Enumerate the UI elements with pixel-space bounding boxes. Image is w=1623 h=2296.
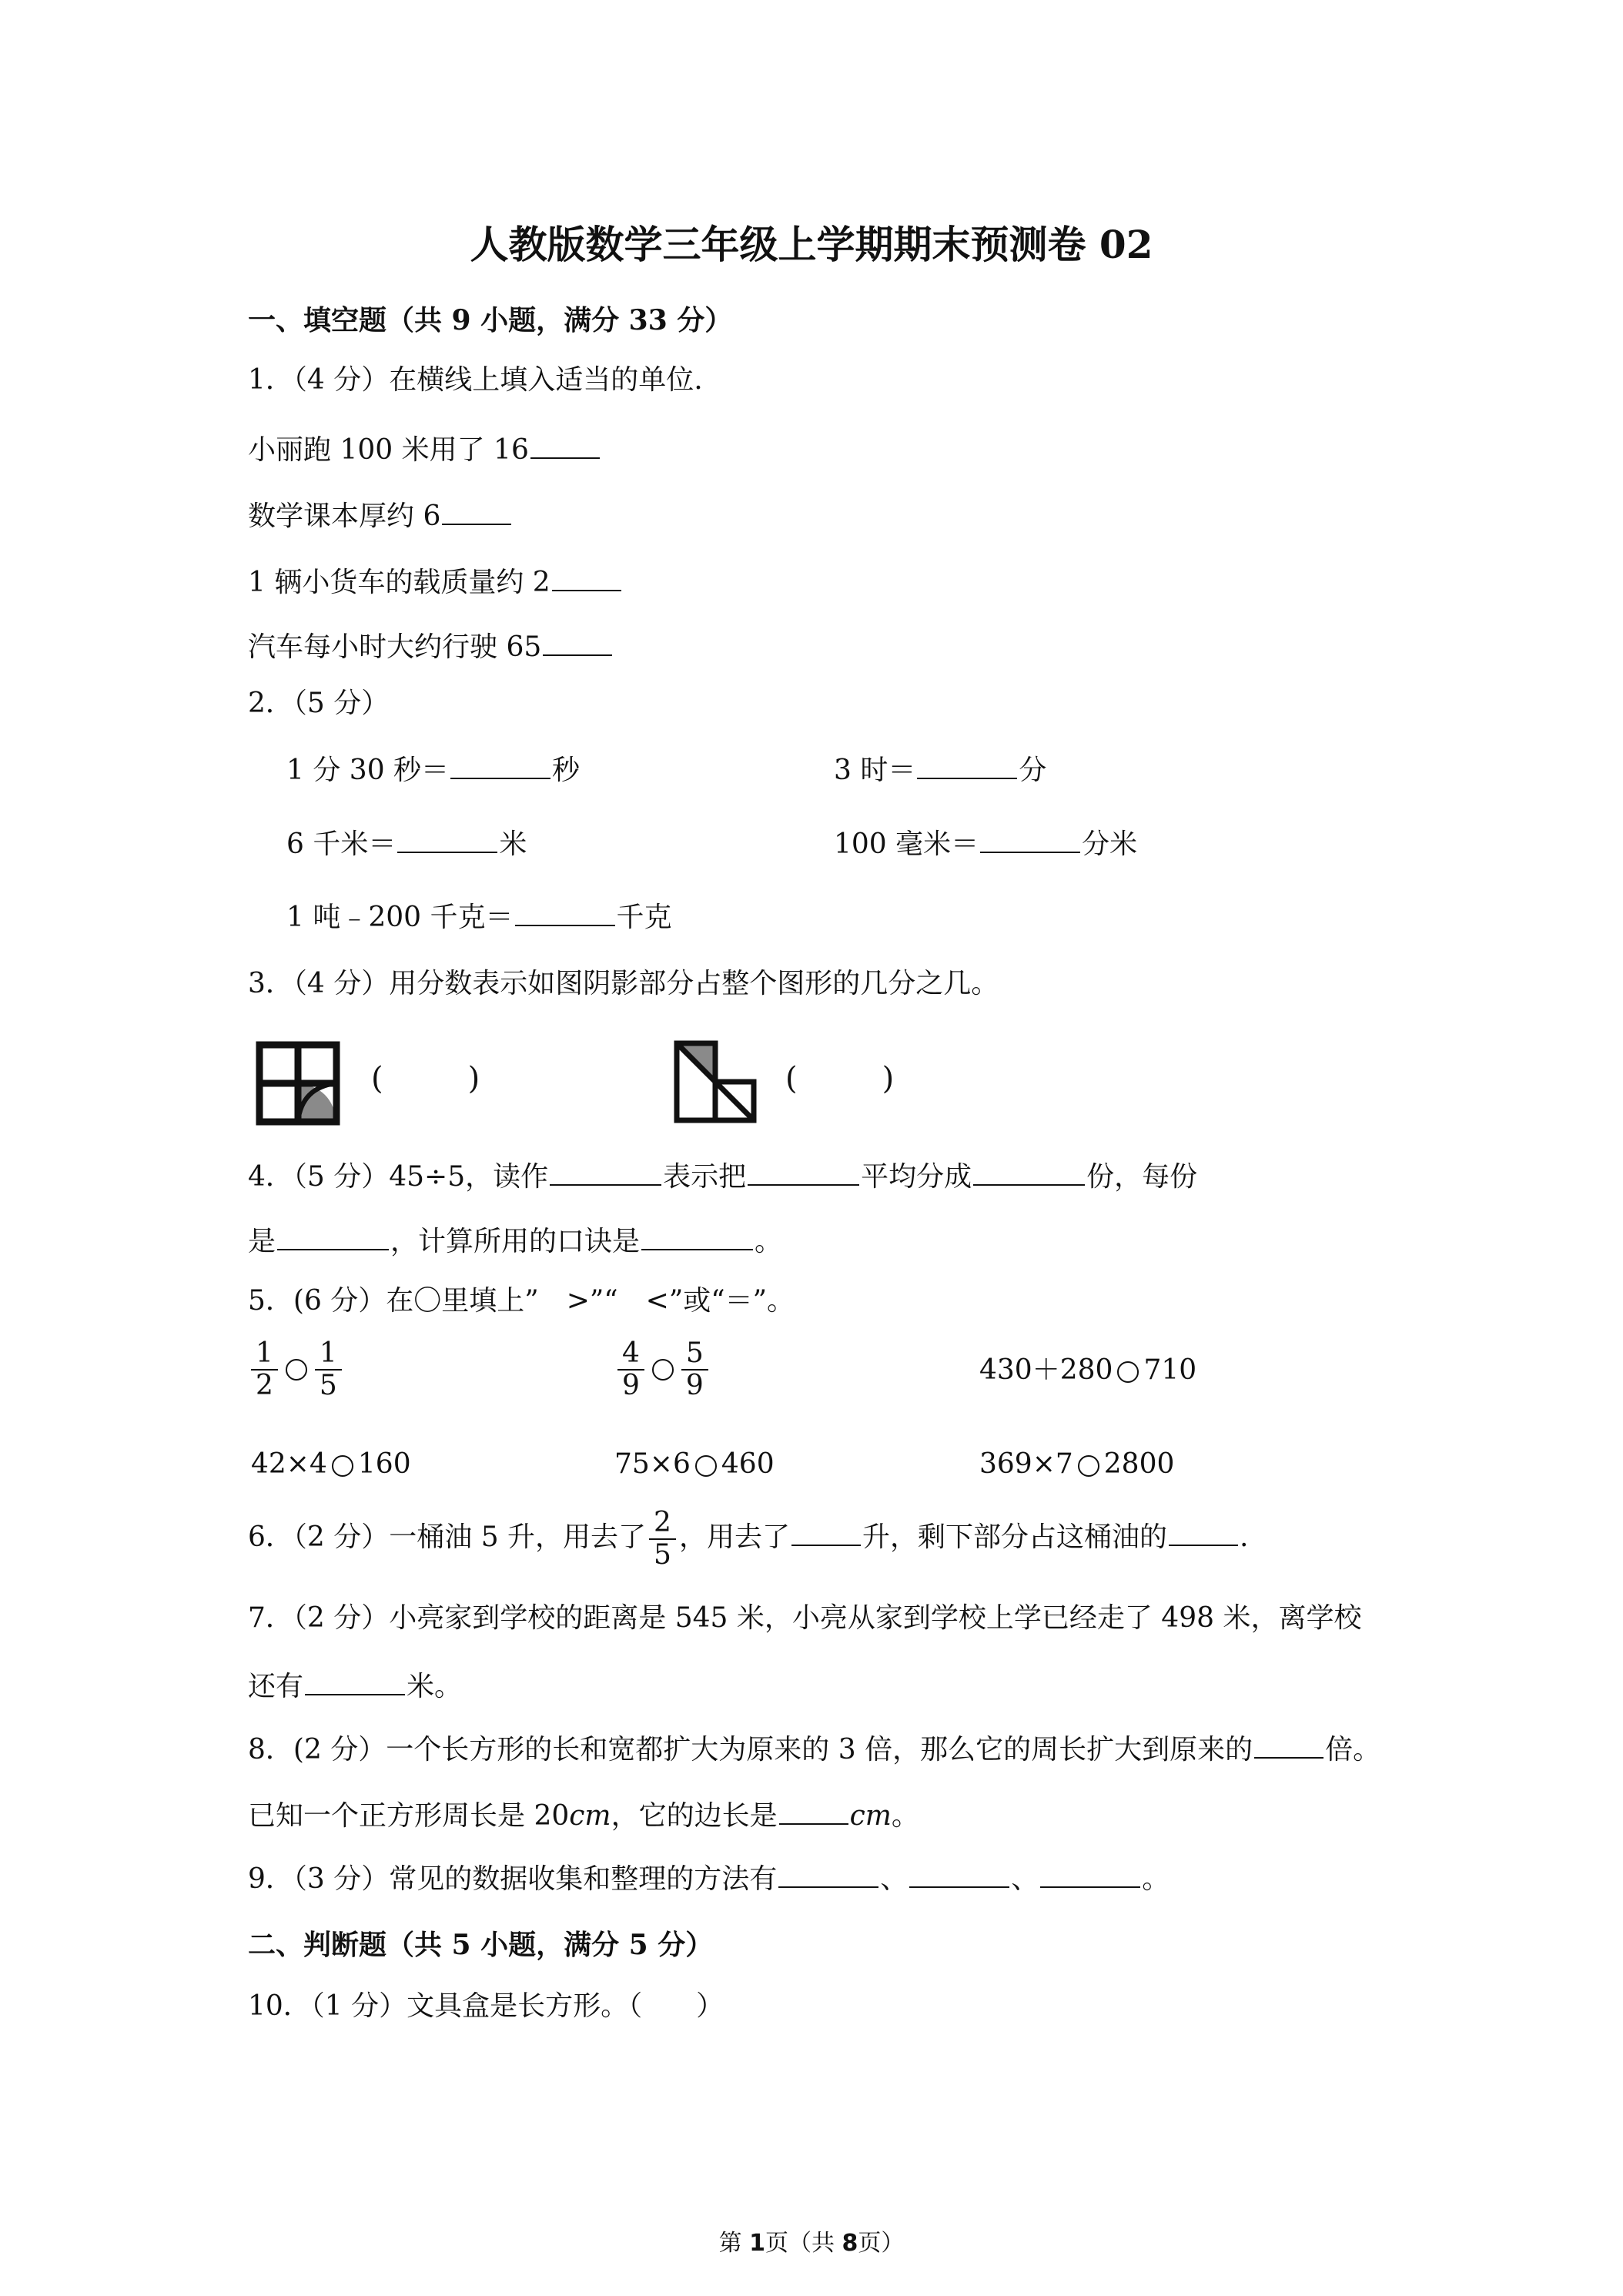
page-footer xyxy=(0,2224,1623,2258)
expr-right: 2800 xyxy=(1103,1448,1175,1480)
q1-line-2-text: 数学课本厚约 6 xyxy=(248,500,441,532)
question-1-stem: 1．（4 分）在横线上填入适当的单位. xyxy=(248,364,703,396)
question-6 xyxy=(248,1508,1248,1571)
answer-blank[interactable] xyxy=(1040,1860,1140,1888)
section-fill-in-header: 一、填空题（共 9 小题，满分 33 分） xyxy=(248,304,733,336)
denominator: 9 xyxy=(685,1370,704,1401)
question-8-line-1 xyxy=(248,1731,1380,1767)
q10-close: ） xyxy=(696,1990,724,2022)
expr-left: 75×6 xyxy=(614,1448,691,1480)
answer-blank[interactable] xyxy=(917,751,1017,779)
q5-compare-2 xyxy=(614,1338,711,1401)
answer-blank[interactable] xyxy=(550,1158,661,1186)
q9-end: 。 xyxy=(1142,1863,1170,1895)
paren-close: ) xyxy=(467,1061,480,1096)
separator: 、 xyxy=(1011,1863,1039,1895)
q2-item-2-unit: 分 xyxy=(1019,755,1047,786)
q6-text-c: 升，剩下部分占这桶油的 xyxy=(862,1521,1167,1553)
q2-item-2 xyxy=(834,751,1046,788)
expr-right: 460 xyxy=(721,1448,775,1480)
q2-item-5-unit: 千克 xyxy=(616,902,672,933)
q6-text-a: 6．（2 分）一桶油 5 升，用去了 xyxy=(248,1521,647,1553)
q2-item-5-text: 1 吨﹣200 千克＝ xyxy=(286,902,514,933)
q5-compare-3 xyxy=(979,1354,1196,1387)
q8-text-a: 8．(2 分）一个长方形的长和宽都扩大为原来的 3 倍，那么它的周长扩大到原来的 xyxy=(248,1734,1253,1766)
expr-right: 160 xyxy=(357,1448,411,1480)
denominator: 9 xyxy=(622,1370,640,1401)
unit-cm: cm xyxy=(849,1800,892,1832)
numerator: 5 xyxy=(681,1338,708,1371)
question-7-line-2 xyxy=(248,1668,462,1704)
figure-quartered-square xyxy=(256,1041,340,1126)
numerator: 2 xyxy=(649,1508,676,1540)
paren-close: ) xyxy=(882,1061,895,1096)
compare-circle[interactable] xyxy=(695,1455,717,1477)
answer-blank[interactable] xyxy=(1254,1731,1323,1759)
q3-answer-2[interactable] xyxy=(785,1061,894,1096)
page-number: 1 xyxy=(749,2230,765,2257)
q1-line-1-text: 小丽跑 100 米用了 16 xyxy=(248,434,529,466)
denominator: 2 xyxy=(256,1370,273,1401)
q2-item-4 xyxy=(834,825,1137,862)
q2-item-5 xyxy=(286,899,672,935)
answer-blank[interactable] xyxy=(442,497,511,525)
fraction xyxy=(681,1338,708,1401)
q2-item-2-text: 3 时＝ xyxy=(834,755,916,786)
answer-blank[interactable] xyxy=(397,825,497,853)
q5-compare-4 xyxy=(251,1448,411,1481)
expr-right: 710 xyxy=(1143,1354,1197,1386)
q8-text-d: ，它的边长是 xyxy=(611,1800,778,1832)
answer-blank[interactable] xyxy=(909,1860,1009,1888)
compare-circle[interactable] xyxy=(1117,1361,1139,1383)
answer-blank[interactable] xyxy=(1169,1518,1238,1546)
answer-blank[interactable] xyxy=(277,1223,389,1250)
question-3-stem: 3．（4 分）用分数表示如图阴影部分占整个图形的几分之几。 xyxy=(248,968,999,999)
denominator: 5 xyxy=(654,1539,671,1571)
q4-text-d: 份，每份 xyxy=(1086,1161,1198,1193)
compare-circle[interactable] xyxy=(286,1359,307,1381)
question-5-stem: 5．(6 分）在〇里填上” >”“ <”或“＝”。 xyxy=(248,1285,795,1317)
question-7-line-1: 7．（2 分）小亮家到学校的距离是 545 米，小亮从家到学校上学已经走了 498 米，离学校 xyxy=(248,1602,1362,1634)
q5-compare-1 xyxy=(248,1338,345,1401)
q8-text-b: 倍。 xyxy=(1325,1734,1381,1766)
question-2-stem: 2．（5 分） xyxy=(248,688,390,719)
answer-blank[interactable] xyxy=(515,899,615,926)
question-4-line-1 xyxy=(248,1158,1197,1194)
question-10 xyxy=(248,1990,724,2023)
expr-left: 42×4 xyxy=(251,1448,327,1480)
fraction xyxy=(649,1508,676,1571)
q7-text-a: 还有 xyxy=(248,1671,304,1702)
denominator: 5 xyxy=(319,1370,337,1401)
compare-circle[interactable] xyxy=(332,1455,353,1477)
paren-open: ( xyxy=(785,1061,798,1096)
q5-compare-6 xyxy=(979,1448,1174,1481)
q1-line-4 xyxy=(248,628,614,664)
figure-square-triangle xyxy=(673,1039,758,1124)
q2-item-1 xyxy=(286,751,580,788)
unit-cm: cm xyxy=(569,1800,611,1832)
question-8-line-2 xyxy=(248,1797,919,1833)
paren-open: ( xyxy=(371,1061,383,1096)
answer-blank[interactable] xyxy=(779,1797,848,1825)
q2-item-3-unit: 米 xyxy=(499,828,527,860)
q1-line-3-text: 1 辆小货车的载质量约 2 xyxy=(248,567,550,598)
answer-blank[interactable] xyxy=(641,1223,753,1250)
q8-text-c: 已知一个正方形周长是 20 xyxy=(248,1800,570,1832)
numerator: 1 xyxy=(315,1338,342,1371)
fraction xyxy=(251,1338,278,1401)
answer-blank[interactable] xyxy=(973,1158,1085,1186)
answer-blank[interactable] xyxy=(543,628,612,656)
q8-text-e: 。 xyxy=(891,1800,919,1832)
q2-item-3 xyxy=(286,825,527,862)
q1-line-3 xyxy=(248,564,623,600)
numerator: 4 xyxy=(617,1338,644,1371)
q1-line-4-text: 汽车每小时大约行驶 65 xyxy=(248,631,542,663)
q4-text-g: 。 xyxy=(755,1226,783,1257)
q4-text-e: 是 xyxy=(248,1226,276,1257)
q4-text-f: ，计算所用的口诀是 xyxy=(390,1226,641,1257)
q2-item-3-text: 6 千米＝ xyxy=(286,828,397,860)
q2-item-4-unit: 分米 xyxy=(1082,828,1138,860)
q2-item-1-unit: 秒 xyxy=(552,755,581,786)
q2-item-4-text: 100 毫米＝ xyxy=(834,828,979,860)
q4-text-c: 平均分成 xyxy=(861,1161,972,1193)
answer-blank[interactable] xyxy=(305,1668,405,1695)
answer-blank[interactable] xyxy=(530,431,600,459)
total-pages: 8 xyxy=(842,2230,858,2257)
q6-text-d: . xyxy=(1239,1521,1249,1553)
page-title: 人教版数学三年级上学期期末预测卷 02 xyxy=(470,222,1153,267)
answer-blank[interactable] xyxy=(450,751,550,779)
compare-circle[interactable] xyxy=(1078,1455,1099,1477)
answer-blank[interactable] xyxy=(980,825,1080,853)
q4-text-b: 表示把 xyxy=(663,1161,747,1193)
q1-line-2 xyxy=(248,497,513,534)
answer-blank[interactable] xyxy=(791,1518,861,1546)
q5-compare-5 xyxy=(614,1448,775,1481)
compare-circle[interactable] xyxy=(652,1359,674,1381)
q1-line-1 xyxy=(248,431,601,467)
q9-text: 9．（3 分）常见的数据收集和整理的方法有 xyxy=(248,1863,778,1895)
section-judgement-header: 二、判断题（共 5 小题，满分 5 分） xyxy=(248,1929,714,1961)
footer-text: 第 xyxy=(718,2230,750,2257)
q3-answer-1[interactable] xyxy=(371,1061,480,1096)
fraction xyxy=(315,1338,342,1401)
q10-text: 10．（1 分）文具盒是长方形。（ xyxy=(248,1990,643,2022)
answer-blank[interactable] xyxy=(748,1158,859,1186)
answer-blank[interactable] xyxy=(778,1860,878,1888)
answer-blank[interactable] xyxy=(552,564,621,591)
q2-item-1-text: 1 分 30 秒＝ xyxy=(286,755,450,786)
q7-text-b: 米。 xyxy=(407,1671,463,1702)
question-9 xyxy=(248,1860,1170,1896)
numerator: 1 xyxy=(251,1338,278,1371)
question-4-line-2 xyxy=(248,1223,782,1259)
expr-left: 369×7 xyxy=(979,1448,1073,1480)
separator: 、 xyxy=(880,1863,909,1895)
expr-left: 430＋280 xyxy=(979,1354,1113,1386)
q6-text-b: ，用去了 xyxy=(678,1521,790,1553)
footer-text: 页） xyxy=(858,2230,905,2257)
q4-text-a: 4．（5 分）45÷5，读作 xyxy=(248,1161,549,1193)
footer-text: 页（共 xyxy=(765,2230,842,2257)
fraction xyxy=(617,1338,644,1401)
